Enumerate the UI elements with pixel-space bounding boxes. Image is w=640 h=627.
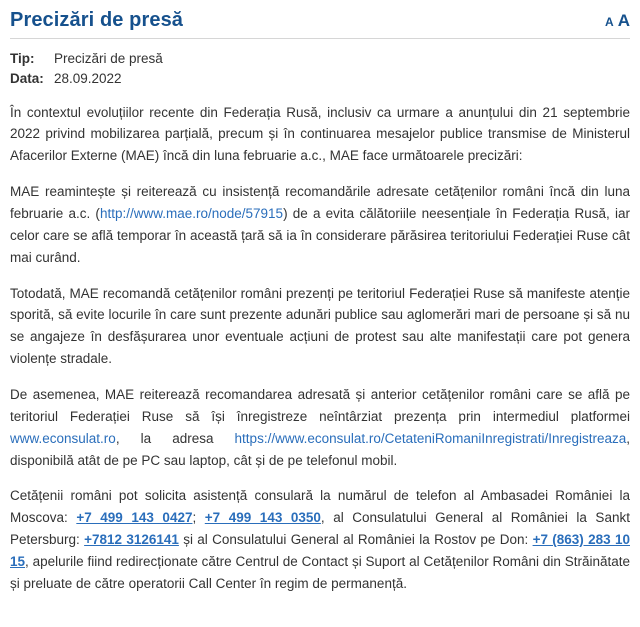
meta-value-type: Precizări de presă bbox=[54, 51, 163, 66]
paragraph-consular-text-4: și al Consulatului General al României la Rostov pe Don: bbox=[178, 532, 533, 548]
article-header bbox=[10, 8, 630, 32]
increase-font-size-button[interactable]: A bbox=[617, 11, 630, 30]
mae-node-link[interactable]: http://www.mae.ro/node/57915 bbox=[99, 205, 284, 221]
page-title: Precizări de presă bbox=[10, 9, 184, 31]
font-size-controls[interactable] bbox=[605, 8, 630, 31]
paragraph-consular-text-1: Cetățenii români pot solicita asistență consulară la numărul de telefon al Ambasadei României la Moscova: bbox=[10, 488, 630, 526]
phone-rostov-pe-don[interactable]: +7 (863) 283 10 15 bbox=[10, 532, 630, 569]
paragraph-safety-recommendation: Totodată, MAE recomandă cetățenilor români prezenți pe teritoriul Federației Ruse să manifeste atenție sporită, să evite locurile în care sunt prezente adunări publice sau aglomerări mari de persoane și să nu se angajeze în desfășurarea unor eventuale acțiuni de protest sau alte manifestații care pot genera violențe stradale. bbox=[10, 285, 630, 367]
paragraph-travel-advisory-text-1: MAE reamintește și reiterează cu insistență recomandările adresate cetățenilor români încă din luna februarie a.c. ( bbox=[10, 184, 630, 221]
paragraph-registration bbox=[10, 384, 630, 471]
econsulat-registration-link[interactable]: https://www.econsulat.ro/CetateniRomaniInregistrati/Inregistreaza bbox=[234, 430, 627, 446]
econsulat-link[interactable]: www.econsulat.ro bbox=[10, 430, 116, 446]
phone-sankt-petersburg[interactable]: +7812 3126141 bbox=[84, 532, 179, 548]
paragraph-consular-text-5: , apelurile fiind redirecționate către Centrul de Contact și Suport al Cetățenilor Români din Străinătate și preluate de către operatorii Call Center în regim de permanență. bbox=[10, 553, 630, 591]
meta-label-date: Data: bbox=[10, 71, 44, 87]
paragraph-travel-advisory bbox=[10, 181, 630, 268]
meta-value-date: 28.09.2022 bbox=[54, 71, 122, 87]
paragraph-registration-text-2: , la adresa bbox=[115, 430, 235, 446]
title-divider bbox=[10, 38, 630, 39]
meta-row-date bbox=[10, 69, 630, 89]
paragraph-registration-text-1: De asemenea, MAE reiterează recomandarea adresată și anterior cetățenilor români care se află pe teritoriul Federației Ruse să își înregistreze neîntârziat prezența prin intermediul platformei bbox=[10, 386, 630, 424]
paragraph-registration-text-3: , disponibilă atât de pe PC sau laptop, cât și de pe telefonul mobil. bbox=[10, 430, 630, 468]
paragraph-consular-text-3: , al Consulatului General al României la Sankt Petersburg: bbox=[10, 510, 630, 548]
paragraph-travel-advisory-text-2: ) de a evita călătoriile neesențiale în Federația Rusă, iar celor care se află temporar în această țară să ia în considerare părăsirea teritoriului Federației Ruse cât mai curând. bbox=[10, 205, 630, 265]
meta-label-type: Tip: bbox=[10, 51, 35, 66]
article-meta bbox=[10, 49, 630, 90]
decrease-font-size-button[interactable]: A bbox=[605, 15, 614, 29]
paragraph-context: În contextul evoluțiilor recente din Federația Rusă, inclusiv ca urmare a anunțului din 21 septembrie 2022 privind mobilizarea parțială, precum și în continuarea mesajelor publice transmise de Ministerul Afacerilor Externe (MAE) încă din luna februarie a.c., MAE face următoarele precizări: bbox=[10, 104, 630, 164]
meta-row-type bbox=[10, 49, 630, 69]
paragraph-consular-text-2: ; bbox=[192, 510, 205, 526]
paragraph-consular-contacts bbox=[10, 485, 630, 594]
phone-moscow-1[interactable]: +7 499 143 0427 bbox=[76, 510, 193, 526]
phone-moscow-2[interactable]: +7 499 143 0350 bbox=[204, 510, 321, 526]
